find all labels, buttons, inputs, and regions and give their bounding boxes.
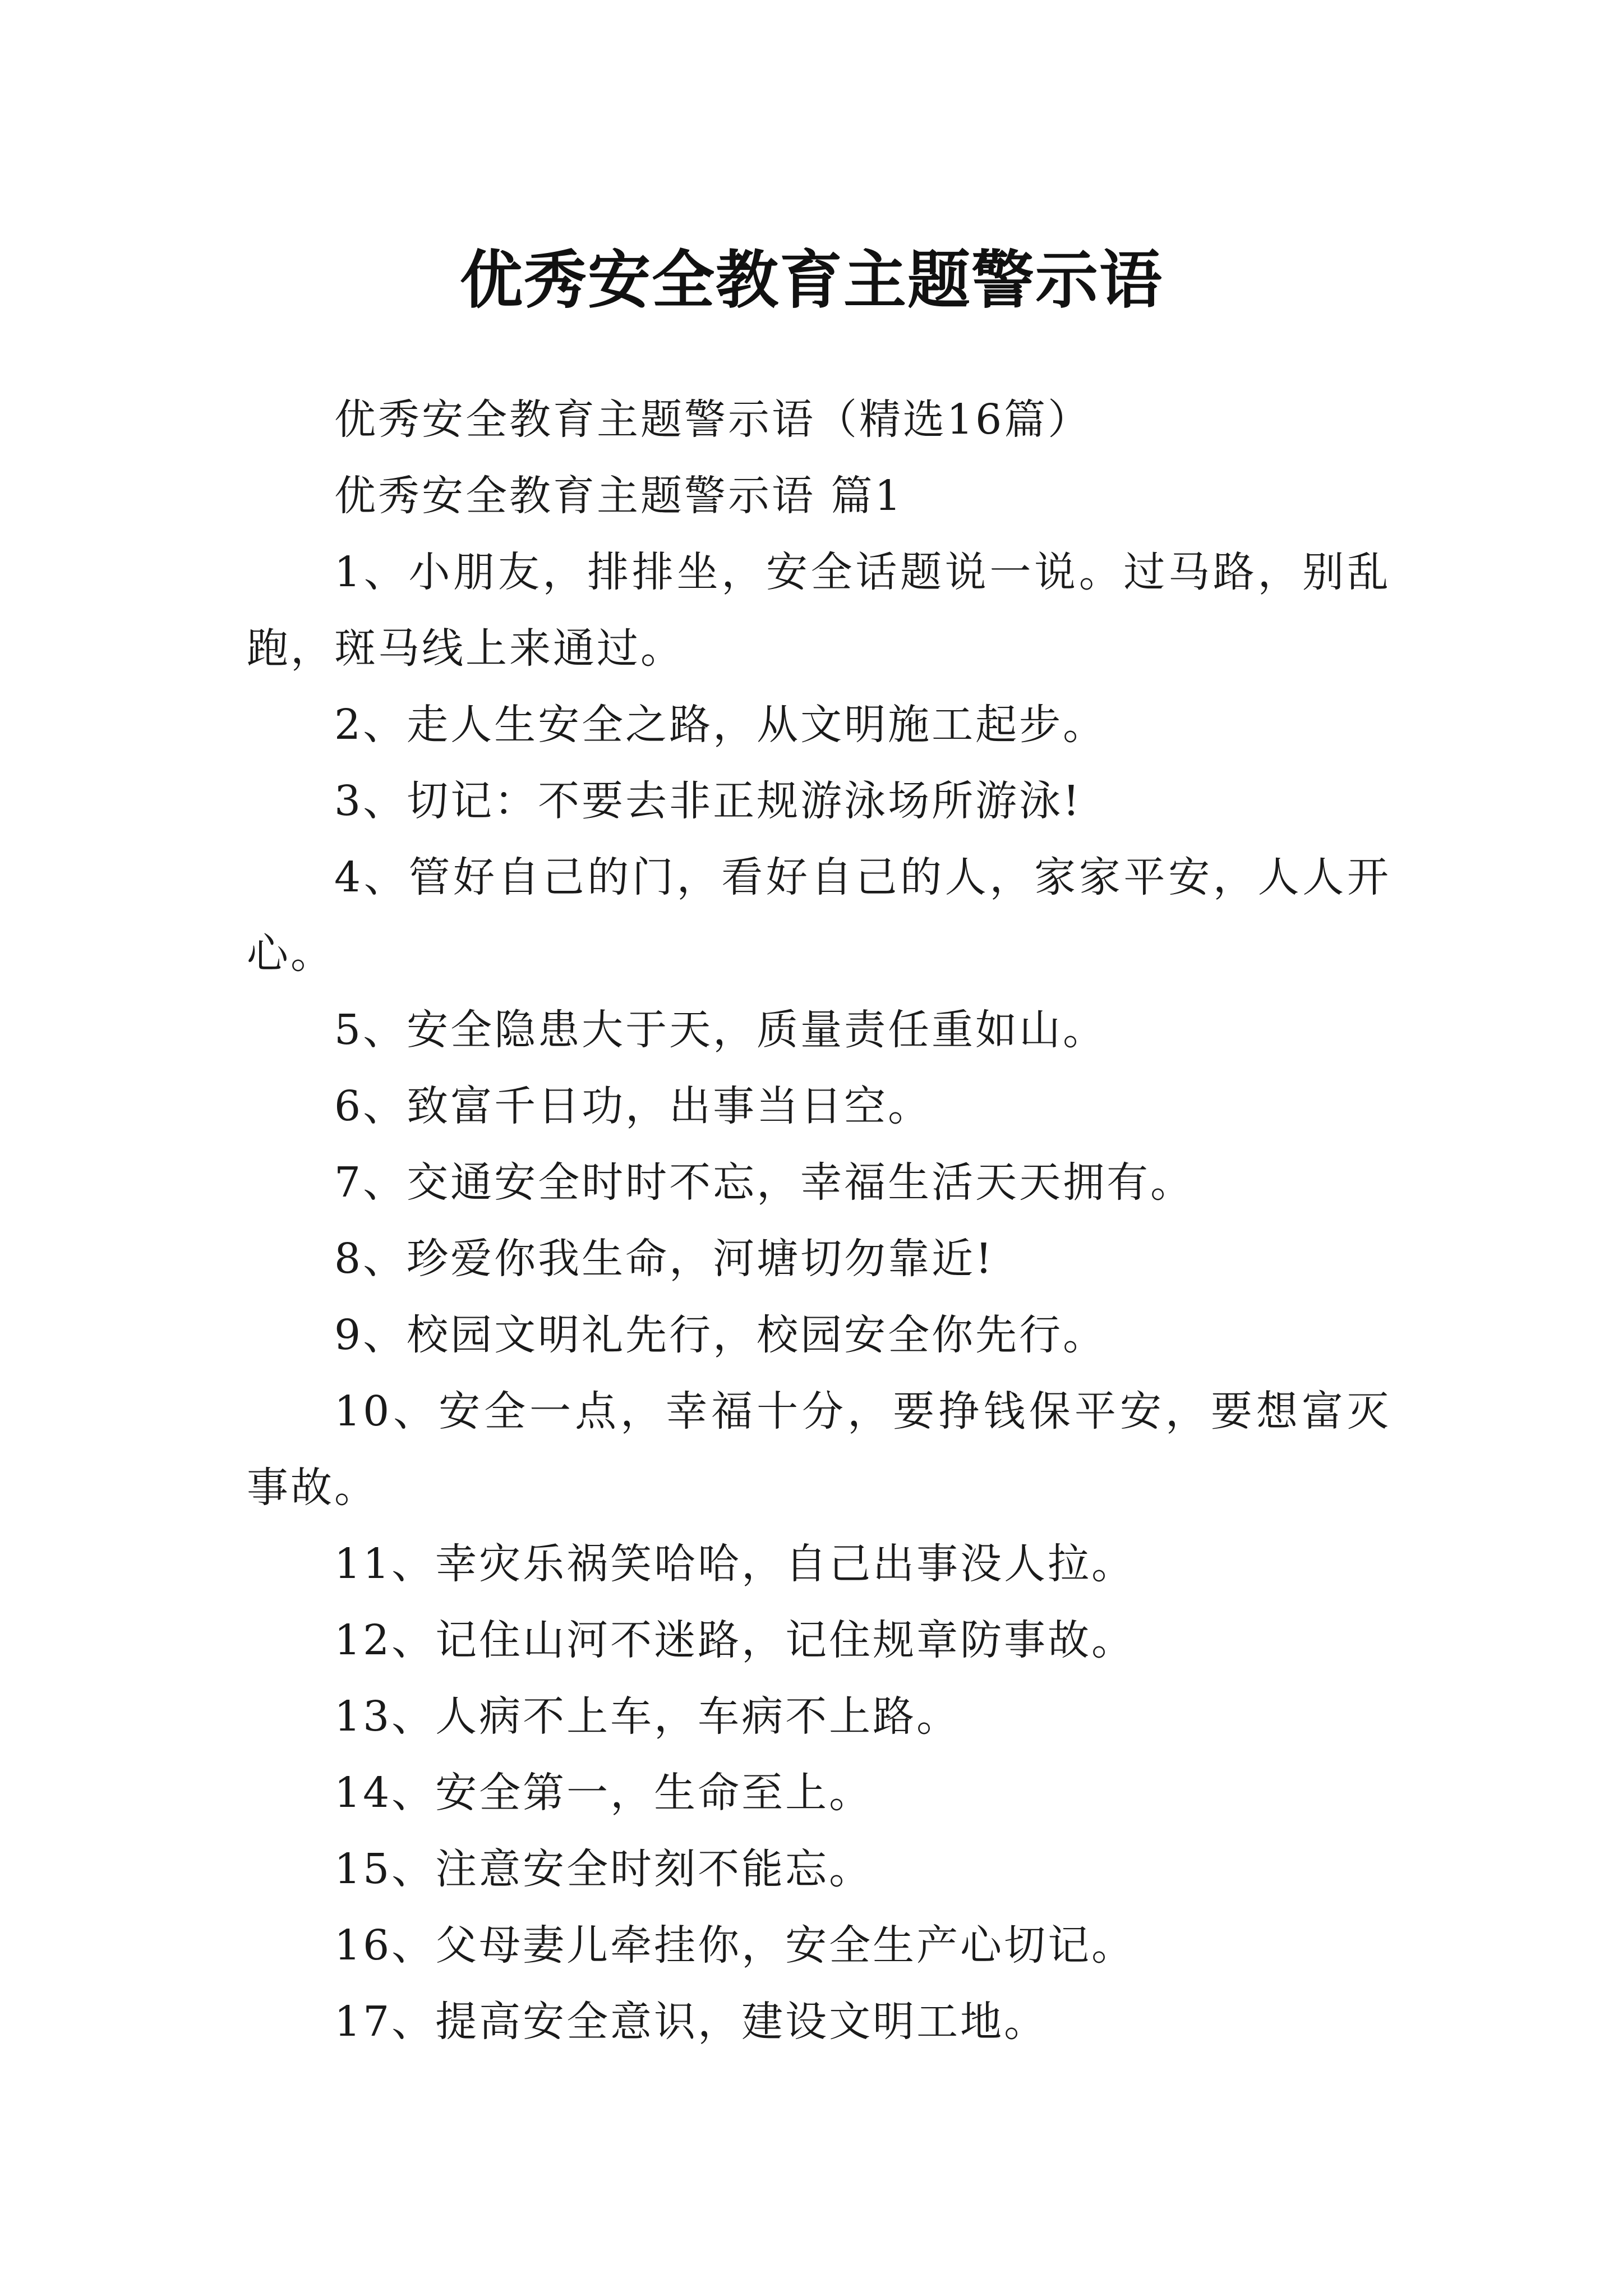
list-item: 7、交通安全时时不忘，幸福生活天天拥有。 [334,1158,1195,1207]
list-item: 6、致富千日功，出事当日空。 [334,1082,932,1130]
list-item: 5、安全隐患大于天，质量责任重如山。 [334,1006,1107,1054]
list-item: 12、记住山河不迷路，记住规章防事故。 [334,1616,1136,1664]
list-item: 13、人病不上车，车病不上路。 [334,1692,961,1741]
list-item: 14、安全第一，生命至上。 [334,1769,873,1817]
list-item: 10、安全一点，幸福十分，要挣钱保平安，要想富灭事故。 [247,1387,1391,1512]
list-item: 1、小朋友，排排坐，安全话题说一说。过马路，别乱跑，斑马线上来通过。 [247,548,1391,673]
list-item: 2、走人生安全之路，从文明施工起步。 [334,701,1107,749]
document-subtitle: 优秀安全教育主题警示语（精选16篇） [334,395,1092,444]
section-heading: 优秀安全教育主题警示语 篇1 [334,472,903,520]
list-item: 9、校园文明礼先行，校园安全你先行。 [334,1311,1107,1359]
list-item: 16、父母妻儿牵挂你，安全生产心切记。 [334,1921,1136,1970]
list-item: 15、注意安全时刻不能忘。 [334,1845,873,1893]
list-item: 4、管好自己的门，看好自己的人，家家平安，人人开心。 [247,853,1391,978]
list-item: 11、幸灾乐祸笑哈哈，自己出事没人拉。 [334,1540,1136,1588]
list-item: 3、切记：不要去非正规游泳场所游泳! [334,777,1082,825]
list-item: 17、提高安全意识，建设文明工地。 [334,1998,1048,2046]
document-body [247,381,1391,2060]
document-title: 优秀安全教育主题警示语 [460,243,1163,318]
list-item: 8、珍爱你我生命，河塘切勿靠近! [334,1235,994,1283]
